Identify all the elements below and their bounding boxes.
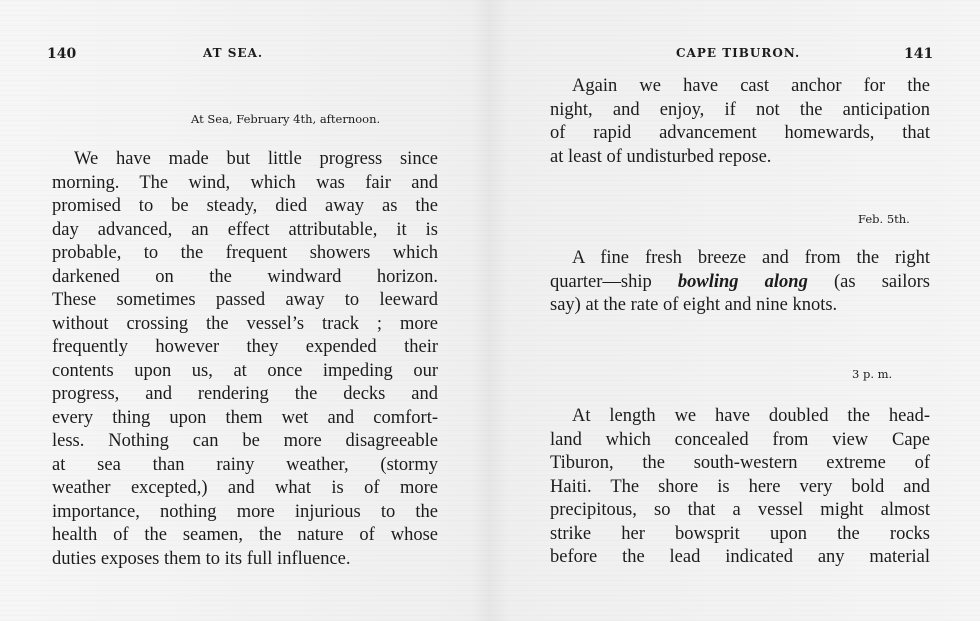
text-line: duties exposes them to its full influence.: [52, 548, 351, 569]
dateline-right-1: Feb. 5th.: [858, 212, 910, 226]
text-line: [550, 271, 930, 295]
right-para-1: [550, 75, 930, 169]
right-para-3: [550, 405, 930, 570]
text-line: without crossing the vessel’s track ; more: [52, 313, 438, 334]
text-line: at sea than rainy weather, (stormy: [52, 454, 438, 475]
text-line: contents upon us, at once impeding our: [52, 360, 438, 381]
text-fragment: (as sailors: [807, 271, 931, 292]
running-head-right: CAPE TIBURON.: [676, 46, 801, 60]
text-line: land which concealed from view Cape: [550, 429, 930, 450]
running-head-left: AT SEA.: [203, 46, 264, 60]
text-fragment: quarter—ship: [550, 271, 678, 292]
left-body-text: [52, 148, 438, 571]
text-line: say) at the rate of eight and nine knots.: [550, 295, 838, 315]
text-line: Tiburon, the south-western extreme of: [550, 453, 930, 473]
dateline-right-2: 3 p. m.: [852, 367, 893, 381]
text-line: every thing upon them wet and comfort-: [52, 407, 438, 428]
italic-phrase: bowling along: [677, 271, 808, 292]
text-line: weather excepted,) and what is of more: [52, 478, 438, 498]
text-line: progress, and rendering the decks and: [52, 384, 438, 404]
text-line: before the lead indicated any material: [550, 547, 930, 567]
text-line: frequently however they expended their: [52, 337, 438, 357]
text-line: of rapid advancement homewards, that: [550, 123, 930, 143]
text-line: day advanced, an effect attributable, it is: [52, 219, 438, 240]
text-line: night, and enjoy, if not the anticipation: [550, 99, 930, 120]
text-line: We have made but little progress since: [74, 149, 438, 169]
text-line: health of the seamen, the nature of whose: [52, 525, 438, 545]
text-line: These sometimes passed away to leeward: [52, 290, 438, 310]
text-line: precipitous, so that a vessel might almost: [550, 500, 930, 520]
text-line: probable, to the frequent showers which: [52, 243, 438, 263]
text-line: at least of undisturbed repose.: [550, 146, 772, 167]
text-line: less. Nothing can be more disagreeable: [52, 431, 438, 451]
text-line: importance, nothing more injurious to the: [52, 501, 438, 522]
right-page: [490, 0, 980, 621]
text-line: strike her bowsprit upon the rocks: [550, 523, 930, 544]
text-line: A fine fresh breeze and from the right: [572, 248, 930, 268]
right-para-2: [550, 247, 930, 318]
text-line: Again we have cast anchor for the: [572, 76, 930, 96]
page-number-right: 141: [904, 46, 934, 62]
text-line: Haiti. The shore is here very bold and: [550, 476, 930, 497]
text-line: morning. The wind, which was fair and: [52, 172, 438, 193]
page-number-left: 140: [47, 46, 77, 62]
text-line: At length we have doubled the head-: [572, 406, 930, 426]
text-line: promised to be steady, died away as the: [52, 196, 438, 216]
text-line: darkened on the windward horizon.: [52, 266, 438, 287]
dateline-left: At Sea, February 4th, afternoon.: [191, 112, 381, 126]
